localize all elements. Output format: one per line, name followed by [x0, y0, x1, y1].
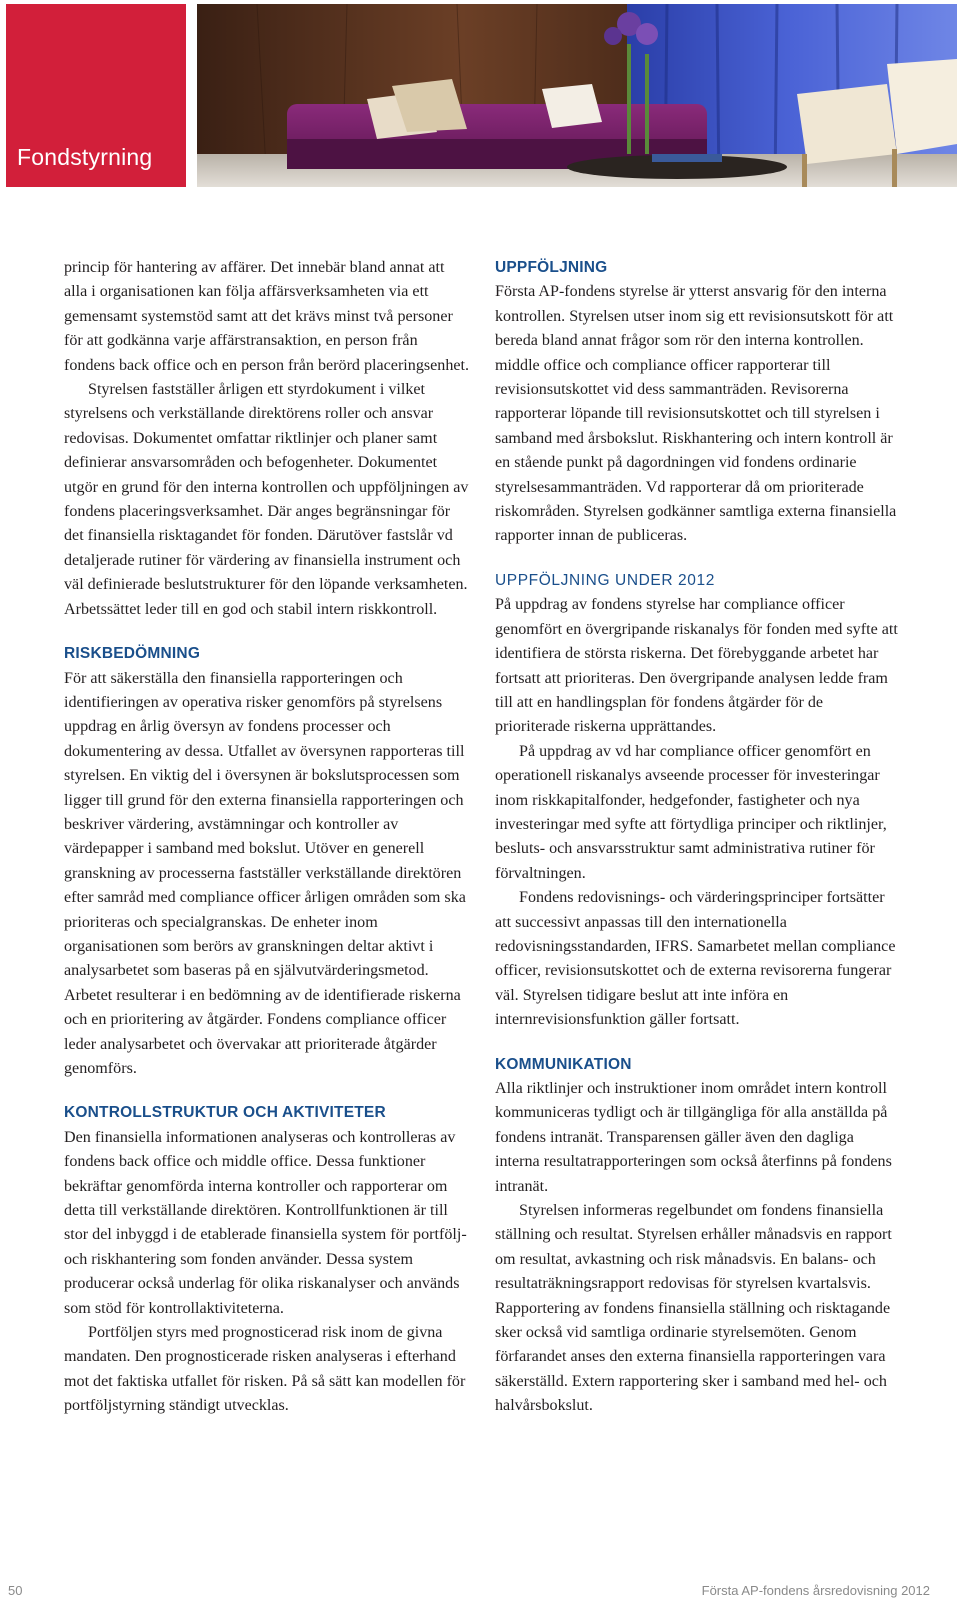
intro-paragraph: princip för hantering av affärer. Det innebär bland annat att alla i organisationen kan följa affärsverksamheten via ett gemensamt systemstöd samt att det krävs minst två personer för att godkänna varje affärstransaktion, en person från fondens back office och en person från berörd placeringsenhet. [64, 259, 470, 374]
page-number: 50 [8, 1583, 23, 1598]
heading-uppfoljning: UPPFÖLJNING [495, 259, 608, 276]
kontrollstruktur-paragraph: Portföljen styrs med prognosticerad risk inom de givna mandaten. Den prognosticerade risken analyseras i efterhand mot det faktiska utfallet för risken. På så sätt kan modellen för portföljstyrning ständigt utvecklas. [64, 1324, 466, 1415]
publication-name: Första AP-fondens årsredovisning 2012 [701, 1583, 930, 1598]
heading-kontrollstruktur: KONTROLLSTRUKTUR OCH AKTIVITETER [64, 1104, 386, 1122]
heading-riskbedomning: RISKBEDÖMNING [64, 645, 201, 663]
uppfoljning-2012-paragraph: Fondens redovisnings- och värderingsprinciper fortsätter att successivt anpassas till den internationella redovisningsstandarden, IFRS. Samarbetet mellan compliance officer, revisionsutskottet och de externa revisorerna fungerar väl. Styrelsen tidigare beslut att inte införa en internrevisionsfunktion gäller fortsatt. [495, 889, 896, 1029]
heading-uppfoljning-2012: UPPFÖLJNING UNDER 2012 [495, 571, 715, 589]
uppfoljning-paragraph: Första AP-fondens styrelse är ytterst ansvarig för den interna kontrollen. Styrelsen utser inom sig ett revisionsutskott för att bereda bland annat frågor som rör den interna kontrollen. middle office och compliance officer rapporterar till revisionsutskottet vid dess sammanträden. Revisorerna rapporterar löpande till revisionsutskottet och till styrelsen i samband med årsbokslut. Riskhantering och intern kontroll är en stående punkt på dagordningen vid fondens ordinarie styrelsesammanträden. Vd rapporterar då om prioriterade riskområden. Styrelsen godkänner samtliga externa finansiella rapporter innan de publiceras. [495, 283, 897, 545]
intro-paragraph: Styrelsen fastställer årligen ett styrdokument i vilket styrelsens och verkställande direktörens roller och ansvar redovisas. Dokumentet omfattar riktlinjer och planer samt definierar ansvarsområden och befogenheter. Dokumentet utgör en grund för den interna kontrollen och uppföljningen av fondens placeringsverksamhet. Där anges begränsningar för det finansiella risktagandet för fonden. Därutöver fastslår vd detaljerade rutiner för värdering av finansiella instrument och väl definierade beslutstrukturer för den löpande verksamheten. Arbetssättet leder till en god och stabil intern riskkontroll. [64, 381, 469, 618]
right-column [495, 256, 900, 1419]
section-title: Fondstyrning [17, 144, 153, 170]
heading-kommunikation: KOMMUNIKATION [495, 1055, 632, 1073]
kommunikation-paragraph: Styrelsen informeras regelbundet om fondens finansiella ställning och resultat. Styrelsen erhåller månadsvis en rapport om resultat, avkastning och risk månadsvis. En balans- och resultaträkningsrapport redovisas för styrelsen kvartalsvis. Rapportering av fondens finansiella ställning och risktagande sker också vid samtliga ordinarie styrelsemöten. Genom förfarandet anses den externa finansiella rapporteringen vara säkerställd. Extern rapportering sker i samband med hel- och halvårsbokslut. [495, 1202, 892, 1415]
kommunikation-paragraph: Alla riktlinjer och instruktioner inom området intern kontroll kommuniceras tydligt och är tillgängliga för alla anställda på fondens intranät. Transparensen gäller även den dagliga interna resultatrapporteringen som också återfinns på fondens intranät. [495, 1080, 892, 1195]
uppfoljning-2012-paragraph: På uppdrag av fondens styrelse har compliance officer genomfört en övergripande riskanalys för fonden med syfte att identifiera de största riskerna. Det förebyggande arbetet har fortsatt att prioriteras. Den övergripande analysen ledde fram till att en handlingsplan för fondens åtgärder för de prioriterade riskerna upprättandes. [495, 596, 898, 736]
header-photo [197, 4, 957, 187]
uppfoljning-2012-paragraph: På uppdrag av vd har compliance officer genomfört en operationell riskanalys avseende processer för investeringar inom riskkapitalfonder, hedgefonder, fastigheter och nya investeringar med syfte att förtydliga principer och riktlinjer, besluts- och ansvarsstruktur samt administrativa rutiner för förvaltningen. [495, 742, 887, 882]
left-column [64, 256, 469, 1419]
kontrollstruktur-paragraph: Den finansiella informationen analyseras och kontrolleras av fondens back office och middle office. Dessa funktioner bekräftar genomförda interna kontroller och rapporterar om detta till verkställande direktören. Kontrollfunktionen är till stor del inbyggd i de etablerade finansiella system för portfölj- och riskhantering som fonden använder. Dessa system producerar också underlag för olika riskanalyser och används som stöd för kontrollaktiviteterna. [64, 1128, 467, 1317]
riskbedomning-paragraph: För att säkerställa den finansiella rapporteringen och identifieringen av operativa risker genomförs på styrelsens uppdrag en årlig översyn av fondens processer och dokumentering av dessa. Utfallet av översynen rapporteras till styrelsen. En viktig del i översynen är bokslutsprocessen som ligger till grund för den externa finansiella rapporteringen och beskriver värdering, avstämningar och kontroller av värdepapper i samband med bokslut. Utöver en generell granskning av processerna fastställer verkställande direktören efter samråd med compliance officer årligen områden som ska prioriteras och specialgranskas. De enheter inom organisationen som berörs av granskningen deltar aktivt i analysarbetet som baseras på en självutvärderingsmetod. Arbetet resulterar i en bedömning av de identifierade riskerna och en prioritering av åtgärder. Fondens compliance officer leder analysarbetet och övervakar att prioriterade åtgärder genomförs. [64, 669, 466, 1077]
section-banner [6, 4, 186, 187]
